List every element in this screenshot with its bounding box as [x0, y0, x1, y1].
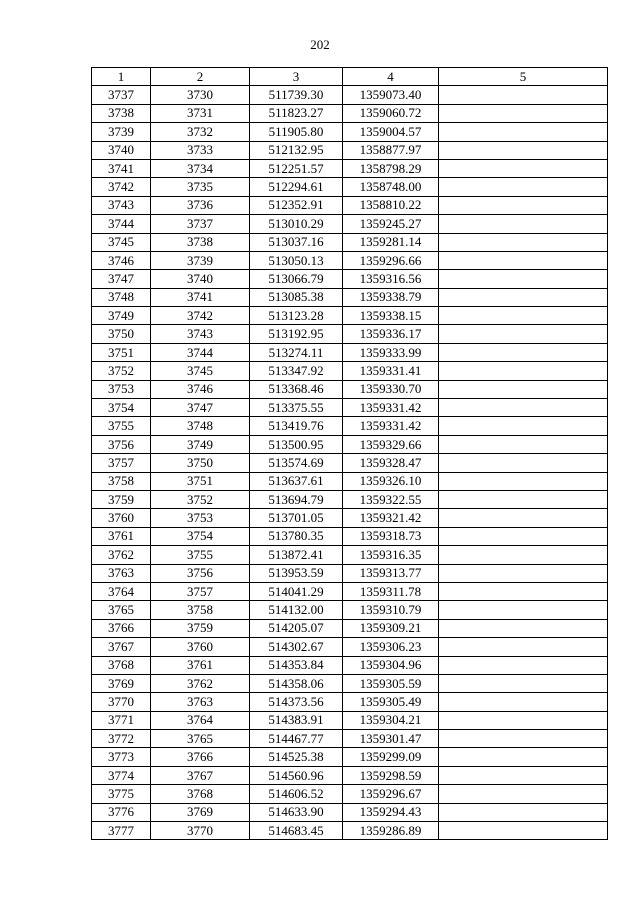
table-cell: 514683.45	[250, 822, 343, 840]
table-row	[92, 251, 608, 269]
table-cell: 513037.16	[250, 233, 343, 251]
table-cell: 3758	[92, 472, 151, 490]
table-cell: 3738	[92, 104, 151, 122]
table-cell: 511823.27	[250, 104, 343, 122]
table-row	[92, 564, 608, 582]
coordinates-table-container	[91, 67, 608, 840]
table-cell: 3738	[151, 233, 250, 251]
table-cell: 513192.95	[250, 325, 343, 343]
table-cell: 3757	[151, 582, 250, 600]
table-cell: 512251.57	[250, 159, 343, 177]
table-row	[92, 822, 608, 840]
table-cell	[439, 159, 608, 177]
table-cell: 3768	[92, 656, 151, 674]
table-row	[92, 325, 608, 343]
table-row	[92, 343, 608, 361]
table-row	[92, 472, 608, 490]
table-cell: 1359329.66	[343, 435, 439, 453]
table-cell	[439, 343, 608, 361]
table-cell: 3773	[92, 748, 151, 766]
table-cell: 1359328.47	[343, 454, 439, 472]
table-cell: 1359298.59	[343, 766, 439, 784]
table-cell: 3736	[151, 196, 250, 214]
table-cell: 3768	[151, 785, 250, 803]
table-cell: 1359296.66	[343, 251, 439, 269]
table-cell: 3741	[92, 159, 151, 177]
table-cell: 3740	[151, 270, 250, 288]
table-cell: 1359318.73	[343, 527, 439, 545]
table-cell: 1359326.10	[343, 472, 439, 490]
table-cell: 513419.76	[250, 417, 343, 435]
table-cell: 3760	[92, 509, 151, 527]
table-cell: 3749	[92, 307, 151, 325]
table-cell: 1359004.57	[343, 123, 439, 141]
table-cell	[439, 233, 608, 251]
table-cell: 3748	[151, 417, 250, 435]
table-cell: 3756	[151, 564, 250, 582]
table-cell: 513085.38	[250, 288, 343, 306]
table-cell: 1359299.09	[343, 748, 439, 766]
table-cell	[439, 86, 608, 104]
table-cell: 514358.06	[250, 674, 343, 692]
table-cell: 3777	[92, 822, 151, 840]
table-cell: 513872.41	[250, 546, 343, 564]
column-header: 1	[92, 68, 151, 86]
table-row	[92, 215, 608, 233]
table-row	[92, 693, 608, 711]
column-header: 3	[250, 68, 343, 86]
table-cell: 3745	[151, 362, 250, 380]
table-row	[92, 638, 608, 656]
table-cell: 3770	[92, 693, 151, 711]
table-row	[92, 730, 608, 748]
table-cell	[439, 270, 608, 288]
table-cell	[439, 509, 608, 527]
column-header: 4	[343, 68, 439, 86]
table-row	[92, 766, 608, 784]
table-cell: 1359286.89	[343, 822, 439, 840]
table-cell: 3755	[92, 417, 151, 435]
table-row	[92, 233, 608, 251]
table-cell: 1359305.59	[343, 674, 439, 692]
table-cell: 1359304.21	[343, 711, 439, 729]
table-cell: 513694.79	[250, 490, 343, 508]
table-cell: 514383.91	[250, 711, 343, 729]
table-row	[92, 307, 608, 325]
table-cell: 3774	[92, 766, 151, 784]
table-cell: 3765	[151, 730, 250, 748]
table-row	[92, 785, 608, 803]
table-cell: 3746	[92, 251, 151, 269]
table-cell: 514041.29	[250, 582, 343, 600]
table-cell: 3733	[151, 141, 250, 159]
table-row	[92, 601, 608, 619]
table-cell: 3732	[151, 123, 250, 141]
table-cell: 513010.29	[250, 215, 343, 233]
table-cell: 3767	[151, 766, 250, 784]
table-cell: 3756	[92, 435, 151, 453]
table-cell: 3775	[92, 785, 151, 803]
table-cell: 3755	[151, 546, 250, 564]
table-cell: 513574.69	[250, 454, 343, 472]
table-cell	[439, 674, 608, 692]
table-row	[92, 711, 608, 729]
table-row	[92, 527, 608, 545]
table-cell: 513274.11	[250, 343, 343, 361]
table-cell: 514132.00	[250, 601, 343, 619]
table-cell: 1359060.72	[343, 104, 439, 122]
table-cell	[439, 730, 608, 748]
table-cell	[439, 399, 608, 417]
table-cell: 3759	[151, 619, 250, 637]
table-cell: 3751	[151, 472, 250, 490]
table-cell: 512352.91	[250, 196, 343, 214]
table-cell: 514353.84	[250, 656, 343, 674]
table-cell	[439, 141, 608, 159]
table-cell: 3757	[92, 454, 151, 472]
table-cell: 3743	[92, 196, 151, 214]
column-header: 2	[151, 68, 250, 86]
table-cell: 513050.13	[250, 251, 343, 269]
table-cell: 3748	[92, 288, 151, 306]
table-cell	[439, 638, 608, 656]
table-cell	[439, 104, 608, 122]
table-cell	[439, 711, 608, 729]
table-row	[92, 748, 608, 766]
table-cell: 3761	[92, 527, 151, 545]
table-cell: 3746	[151, 380, 250, 398]
table-cell: 1359309.21	[343, 619, 439, 637]
table-cell: 511739.30	[250, 86, 343, 104]
table-cell	[439, 417, 608, 435]
table-cell: 3754	[151, 527, 250, 545]
table-cell: 3766	[151, 748, 250, 766]
table-cell: 3758	[151, 601, 250, 619]
table-cell	[439, 251, 608, 269]
table-cell	[439, 546, 608, 564]
table-cell: 1358877.97	[343, 141, 439, 159]
table-cell	[439, 123, 608, 141]
table-row	[92, 674, 608, 692]
table-cell	[439, 582, 608, 600]
table-cell: 514302.67	[250, 638, 343, 656]
table-cell: 3737	[151, 215, 250, 233]
table-cell: 1359338.15	[343, 307, 439, 325]
table-cell: 1359333.99	[343, 343, 439, 361]
table-cell: 3770	[151, 822, 250, 840]
table-cell: 1359310.79	[343, 601, 439, 619]
table-cell	[439, 601, 608, 619]
table-cell: 1359331.42	[343, 399, 439, 417]
table-cell: 1359330.70	[343, 380, 439, 398]
table-row	[92, 546, 608, 564]
table-cell: 3739	[92, 123, 151, 141]
page-number: 202	[310, 37, 330, 52]
table-cell: 3749	[151, 435, 250, 453]
table-row	[92, 435, 608, 453]
table-cell: 3764	[151, 711, 250, 729]
table-cell: 3730	[151, 86, 250, 104]
table-cell: 1359336.17	[343, 325, 439, 343]
table-cell	[439, 785, 608, 803]
table-cell: 514606.52	[250, 785, 343, 803]
table-row	[92, 656, 608, 674]
table-cell: 513780.35	[250, 527, 343, 545]
table-cell: 514633.90	[250, 803, 343, 821]
table-cell: 3776	[92, 803, 151, 821]
table-cell	[439, 196, 608, 214]
table-cell: 3741	[151, 288, 250, 306]
table-cell: 3764	[92, 582, 151, 600]
table-row	[92, 159, 608, 177]
table-cell: 1358748.00	[343, 178, 439, 196]
table-cell: 3772	[92, 730, 151, 748]
table-cell: 3762	[92, 546, 151, 564]
table-row	[92, 380, 608, 398]
table-cell	[439, 435, 608, 453]
table-row	[92, 123, 608, 141]
table-cell: 3747	[92, 270, 151, 288]
table-cell: 3750	[92, 325, 151, 343]
table-cell: 3752	[92, 362, 151, 380]
table-cell: 514373.56	[250, 693, 343, 711]
table-cell: 1358810.22	[343, 196, 439, 214]
table-cell: 3763	[92, 564, 151, 582]
table-cell: 513953.59	[250, 564, 343, 582]
table-cell: 514205.07	[250, 619, 343, 637]
table-cell: 3742	[92, 178, 151, 196]
table-cell: 3767	[92, 638, 151, 656]
table-cell: 1359331.42	[343, 417, 439, 435]
table-cell	[439, 362, 608, 380]
table-cell	[439, 619, 608, 637]
table-cell: 513701.05	[250, 509, 343, 527]
table-cell: 3760	[151, 638, 250, 656]
table-cell	[439, 766, 608, 784]
table-cell	[439, 215, 608, 233]
table-cell: 1359306.23	[343, 638, 439, 656]
table-row	[92, 582, 608, 600]
table-cell: 3731	[151, 104, 250, 122]
table-row	[92, 141, 608, 159]
table-row	[92, 490, 608, 508]
table-cell: 1359316.35	[343, 546, 439, 564]
table-cell: 3742	[151, 307, 250, 325]
table-cell: 1359294.43	[343, 803, 439, 821]
table-cell: 3740	[92, 141, 151, 159]
table-cell: 3753	[92, 380, 151, 398]
table-row	[92, 104, 608, 122]
table-cell: 3762	[151, 674, 250, 692]
table-cell: 514525.38	[250, 748, 343, 766]
table-cell: 1359322.55	[343, 490, 439, 508]
table-cell: 1359338.79	[343, 288, 439, 306]
table-cell: 1359316.56	[343, 270, 439, 288]
table-cell: 1359073.40	[343, 86, 439, 104]
table-cell: 3752	[151, 490, 250, 508]
table-row	[92, 178, 608, 196]
table-cell: 1359301.47	[343, 730, 439, 748]
table-cell: 511905.80	[250, 123, 343, 141]
table-header	[92, 68, 608, 86]
table-cell: 1359305.49	[343, 693, 439, 711]
table-cell	[439, 656, 608, 674]
table-cell: 3759	[92, 490, 151, 508]
table-cell: 3766	[92, 619, 151, 637]
table-cell	[439, 178, 608, 196]
table-row	[92, 619, 608, 637]
table-cell: 3765	[92, 601, 151, 619]
table-cell: 3763	[151, 693, 250, 711]
table-cell: 512132.95	[250, 141, 343, 159]
table-row	[92, 509, 608, 527]
table-row	[92, 454, 608, 472]
table-cell	[439, 380, 608, 398]
table-cell: 3734	[151, 159, 250, 177]
table-cell: 513347.92	[250, 362, 343, 380]
table-cell: 1358798.29	[343, 159, 439, 177]
table-cell	[439, 564, 608, 582]
table-cell: 1359321.42	[343, 509, 439, 527]
table-row	[92, 362, 608, 380]
table-cell: 513375.55	[250, 399, 343, 417]
table-cell: 3737	[92, 86, 151, 104]
table-cell: 3745	[92, 233, 151, 251]
table-header-row	[92, 68, 608, 86]
table-cell	[439, 748, 608, 766]
table-cell: 3735	[151, 178, 250, 196]
column-header: 5	[439, 68, 608, 86]
table-cell: 1359331.41	[343, 362, 439, 380]
coordinates-table	[91, 67, 608, 840]
table-cell: 3739	[151, 251, 250, 269]
table-cell: 1359245.27	[343, 215, 439, 233]
table-cell	[439, 693, 608, 711]
table-cell: 3744	[92, 215, 151, 233]
table-cell: 1359304.96	[343, 656, 439, 674]
table-row	[92, 803, 608, 821]
table-cell: 512294.61	[250, 178, 343, 196]
table-cell: 3750	[151, 454, 250, 472]
table-cell: 1359281.14	[343, 233, 439, 251]
table-row	[92, 196, 608, 214]
table-cell	[439, 307, 608, 325]
table-row	[92, 399, 608, 417]
table-cell	[439, 803, 608, 821]
table-cell: 513637.61	[250, 472, 343, 490]
table-cell	[439, 527, 608, 545]
table-cell: 513500.95	[250, 435, 343, 453]
table-cell: 3751	[92, 343, 151, 361]
table-cell: 3771	[92, 711, 151, 729]
table-cell: 3761	[151, 656, 250, 674]
table-cell: 513123.28	[250, 307, 343, 325]
table-cell: 3747	[151, 399, 250, 417]
table-cell: 514467.77	[250, 730, 343, 748]
table-cell: 513368.46	[250, 380, 343, 398]
table-cell: 3754	[92, 399, 151, 417]
table-cell: 3769	[151, 803, 250, 821]
table-row	[92, 86, 608, 104]
table-body	[92, 86, 608, 840]
table-cell: 3743	[151, 325, 250, 343]
table-row	[92, 417, 608, 435]
table-cell	[439, 288, 608, 306]
table-cell: 1359311.78	[343, 582, 439, 600]
table-cell	[439, 325, 608, 343]
table-row	[92, 270, 608, 288]
table-cell	[439, 454, 608, 472]
table-cell: 1359313.77	[343, 564, 439, 582]
table-cell	[439, 822, 608, 840]
table-cell: 3753	[151, 509, 250, 527]
table-cell: 514560.96	[250, 766, 343, 784]
table-cell	[439, 490, 608, 508]
table-cell: 3769	[92, 674, 151, 692]
table-cell: 3744	[151, 343, 250, 361]
table-cell: 1359296.67	[343, 785, 439, 803]
table-cell: 513066.79	[250, 270, 343, 288]
table-cell	[439, 472, 608, 490]
table-row	[92, 288, 608, 306]
